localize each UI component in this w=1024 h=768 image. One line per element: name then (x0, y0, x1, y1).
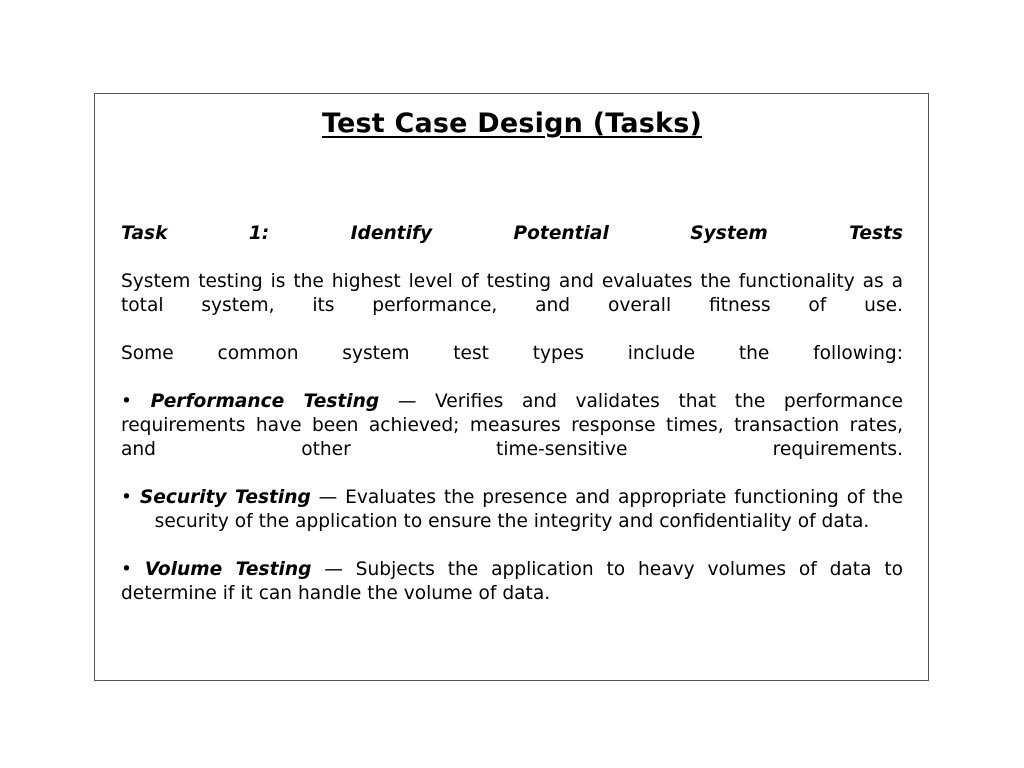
term-volume-testing: Volume Testing (144, 559, 312, 580)
bullet-marker: • (121, 559, 132, 580)
bullet-marker: • (121, 487, 132, 508)
slide-content (121, 222, 903, 630)
term-security-testing: Security Testing (139, 487, 311, 508)
description-volume-testing: — Subjects the application to heavy volumes of data to determine if it can handle the volume of data. (121, 559, 903, 604)
task-heading: Task 1: Identify Potential System Tests (121, 223, 903, 244)
slide-title: Test Case Design (Tasks) (321, 108, 703, 139)
lead-in-paragraph: Some common system test types include the following: (121, 343, 903, 364)
term-performance-testing: Performance Testing (150, 391, 380, 412)
list-item-security (121, 486, 903, 534)
description-security-testing: — Evaluates the presence and appropriate functioning of the security of the application to ensure the integrity and confidentiality of data. (154, 487, 903, 532)
intro-paragraph: System testing is the highest level of testing and evaluates the functionality as a total system, its performance, and overall fitness of use. (121, 271, 903, 316)
list-item-volume (121, 558, 903, 606)
bullet-marker: • (121, 391, 132, 412)
description-performance-testing: — Verifies and validates that the performance requirements have been achieved; measures response times, transaction rates, and other time-sensitive requirements. (121, 391, 903, 460)
list-item-performance (121, 390, 903, 462)
